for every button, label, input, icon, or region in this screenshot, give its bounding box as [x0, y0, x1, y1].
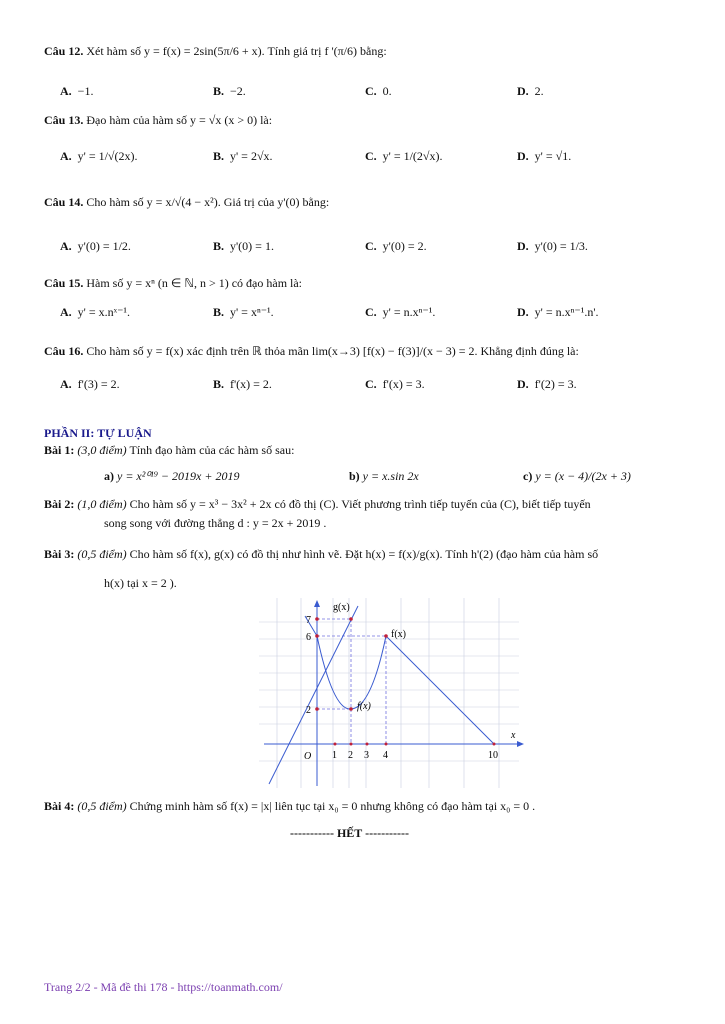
- exercise-3-line2: h(x) tại x = 2 ).: [104, 576, 177, 590]
- option-label: D.: [517, 377, 529, 391]
- option-c: [365, 239, 427, 254]
- question-text: Đạo hàm của hàm số y = √x (x > 0) là:: [86, 113, 273, 127]
- option-value: f'(3) = 2.: [77, 377, 120, 391]
- option-value: y'(0) = 1.: [230, 239, 274, 253]
- option-label: D.: [517, 84, 529, 98]
- option-b: [213, 84, 246, 99]
- option-value: y'(0) = 2.: [382, 239, 427, 253]
- exercise-1c: [523, 469, 631, 484]
- exercise-text: Tính đạo hàm của các hàm số sau:: [129, 443, 295, 457]
- exercise-text: Chứng minh hàm số f(x) = |x| liên tục tại x₀ = 0 nhưng không có đạo hàm tại x₀ = 0 .: [129, 799, 536, 813]
- option-value: y' = √1.: [534, 149, 572, 163]
- question-stem: Câu 13.: [44, 113, 84, 127]
- label-f-mid: f(x): [357, 701, 371, 712]
- option-label: A.: [60, 377, 72, 391]
- exercise-3: [44, 547, 598, 562]
- exercise-text: Cho hàm số y = x³ − 3x² + 2x có đồ thị (C). Viết phương trình tiếp tuyến của (C), biết tiếp tuyến: [129, 497, 591, 511]
- g-line: [269, 606, 358, 784]
- xtick-3: 3: [364, 750, 369, 761]
- option-value: −1.: [77, 84, 94, 98]
- page-footer: Trang 2/2 - Mã đề thi 178 - https://toanmath.com/: [44, 980, 283, 994]
- exercise-points: (0,5 điểm): [77, 547, 127, 561]
- item-formula: y = x.sin 2x: [362, 469, 419, 483]
- xtick-2: 2: [348, 750, 353, 761]
- option-c: [365, 84, 392, 99]
- option-label: C.: [365, 239, 377, 253]
- item-formula: y = x²⁰¹⁹ − 2019x + 2019: [117, 469, 240, 483]
- question-stem: Câu 14.: [44, 195, 84, 209]
- exercise-head: Bài 4:: [44, 799, 75, 813]
- guide-lines: [317, 619, 386, 744]
- exercise-head: Bài 1:: [44, 443, 75, 457]
- option-label: B.: [213, 149, 225, 163]
- option-label: B.: [213, 305, 225, 319]
- question-16: [44, 344, 579, 359]
- option-value: f'(2) = 3.: [534, 377, 577, 391]
- question-text: Hàm số y = xⁿ (n ∈ ℕ, n > 1) có đạo hàm là:: [86, 276, 303, 290]
- option-label: B.: [213, 377, 225, 391]
- option-label: B.: [213, 239, 225, 253]
- option-d: [517, 377, 577, 392]
- option-a: [60, 149, 138, 164]
- option-value: y' = 2√x.: [230, 149, 273, 163]
- option-value: y' = n.xⁿ⁻¹.: [382, 305, 436, 319]
- question-text: Cho hàm số y = x/√(4 − x²). Giá trị của y'(0) bằng:: [86, 195, 330, 209]
- option-d: [517, 149, 571, 164]
- option-value: y' = x.nˣ⁻¹.: [77, 305, 131, 319]
- exercise-points: (1,0 điểm): [77, 497, 127, 511]
- section-title: PHẦN II: TỰ LUẬN: [44, 426, 152, 440]
- option-label: B.: [213, 84, 225, 98]
- option-b: [213, 149, 273, 164]
- question-15: [44, 276, 302, 291]
- grid: [259, 598, 519, 788]
- option-d: [517, 84, 544, 99]
- ytick-6: 6: [306, 632, 311, 643]
- option-label: A.: [60, 239, 72, 253]
- item-formula: y = (x − 4)/(2x + 3): [535, 469, 631, 483]
- end-marker: ----------- HẾT -----------: [290, 826, 410, 840]
- exercise-2: [44, 497, 591, 512]
- question-stem: Câu 16.: [44, 344, 84, 358]
- item-label: b): [349, 469, 360, 483]
- option-b: [213, 239, 274, 254]
- exercise-points: (0,5 điểm): [77, 799, 127, 813]
- xtick-4: 4: [383, 750, 388, 761]
- option-value: 0.: [382, 84, 392, 98]
- option-label: C.: [365, 305, 377, 319]
- exercise-points: (3,0 điểm): [77, 443, 127, 457]
- exercise-4: [44, 799, 535, 814]
- option-c: [365, 377, 425, 392]
- x-axis-arrow: [517, 741, 524, 747]
- option-label: A.: [60, 149, 72, 163]
- question-text: Xét hàm số y = f(x) = 2sin(5π/6 + x). Tính giá trị f '(π/6) bằng:: [86, 44, 387, 58]
- exercise-1b: [349, 469, 419, 484]
- exercise-1: [44, 443, 294, 458]
- exercise-head: Bài 2:: [44, 497, 75, 511]
- question-text: Cho hàm số y = f(x) xác định trên ℝ thỏa mãn lim(x→3) [f(x) − f(3)]/(x − 3) = 2. Khẳng định đúng là:: [86, 344, 579, 358]
- question-stem: Câu 15.: [44, 276, 84, 290]
- option-label: C.: [365, 84, 377, 98]
- exercise-text: Cho hàm số f(x), g(x) có đồ thị như hình vẽ. Đặt h(x) = f(x)/g(x). Tính h'(2) (đạo hàm của hàm số: [129, 547, 599, 561]
- option-label: D.: [517, 239, 529, 253]
- option-label: A.: [60, 84, 72, 98]
- option-value: y'(0) = 1/2.: [77, 239, 131, 253]
- ytick-2: 2: [306, 705, 311, 716]
- option-value: y' = n.xⁿ⁻¹.n'.: [534, 305, 599, 319]
- option-b: [213, 377, 272, 392]
- label-origin: O: [304, 751, 312, 762]
- option-a: [60, 239, 131, 254]
- option-label: C.: [365, 377, 377, 391]
- xtick-1: 1: [332, 750, 337, 761]
- question-12: [44, 44, 387, 59]
- option-a: [60, 84, 93, 99]
- option-label: C.: [365, 149, 377, 163]
- exercise-1a: [104, 469, 239, 484]
- option-value: y'(0) = 1/3.: [534, 239, 588, 253]
- option-value: 2.: [534, 84, 544, 98]
- question-13: [44, 113, 272, 128]
- option-b: [213, 305, 274, 320]
- ytick-7: 7: [306, 615, 311, 626]
- option-d: [517, 305, 598, 320]
- option-label: D.: [517, 149, 529, 163]
- option-value: y' = 1/(2√x).: [382, 149, 443, 163]
- y-axis-arrow: [314, 600, 320, 607]
- exercise-2-line2: song song với đường thẳng d : y = 2x + 2019 .: [104, 516, 327, 530]
- option-c: [365, 305, 435, 320]
- option-value: y' = xⁿ⁻¹.: [230, 305, 274, 319]
- option-value: −2.: [230, 84, 246, 98]
- option-a: [60, 377, 120, 392]
- label-g: g(x): [333, 602, 350, 613]
- question-14: [44, 195, 329, 210]
- option-d: [517, 239, 588, 254]
- item-label: a): [104, 469, 114, 483]
- option-label: D.: [517, 305, 529, 319]
- xtick-10: 10: [488, 750, 498, 761]
- option-value: f'(x) = 2.: [230, 377, 272, 391]
- option-label: A.: [60, 305, 72, 319]
- exercise-head: Bài 3:: [44, 547, 75, 561]
- label-x: x: [511, 730, 516, 741]
- item-label: c): [523, 469, 533, 483]
- question-stem: Câu 12.: [44, 44, 84, 58]
- option-value: f'(x) = 3.: [382, 377, 425, 391]
- function-graph: [259, 598, 529, 788]
- label-f-top: f(x): [391, 629, 406, 640]
- option-c: [365, 149, 443, 164]
- option-a: [60, 305, 130, 320]
- option-value: y' = 1/√(2x).: [77, 149, 138, 163]
